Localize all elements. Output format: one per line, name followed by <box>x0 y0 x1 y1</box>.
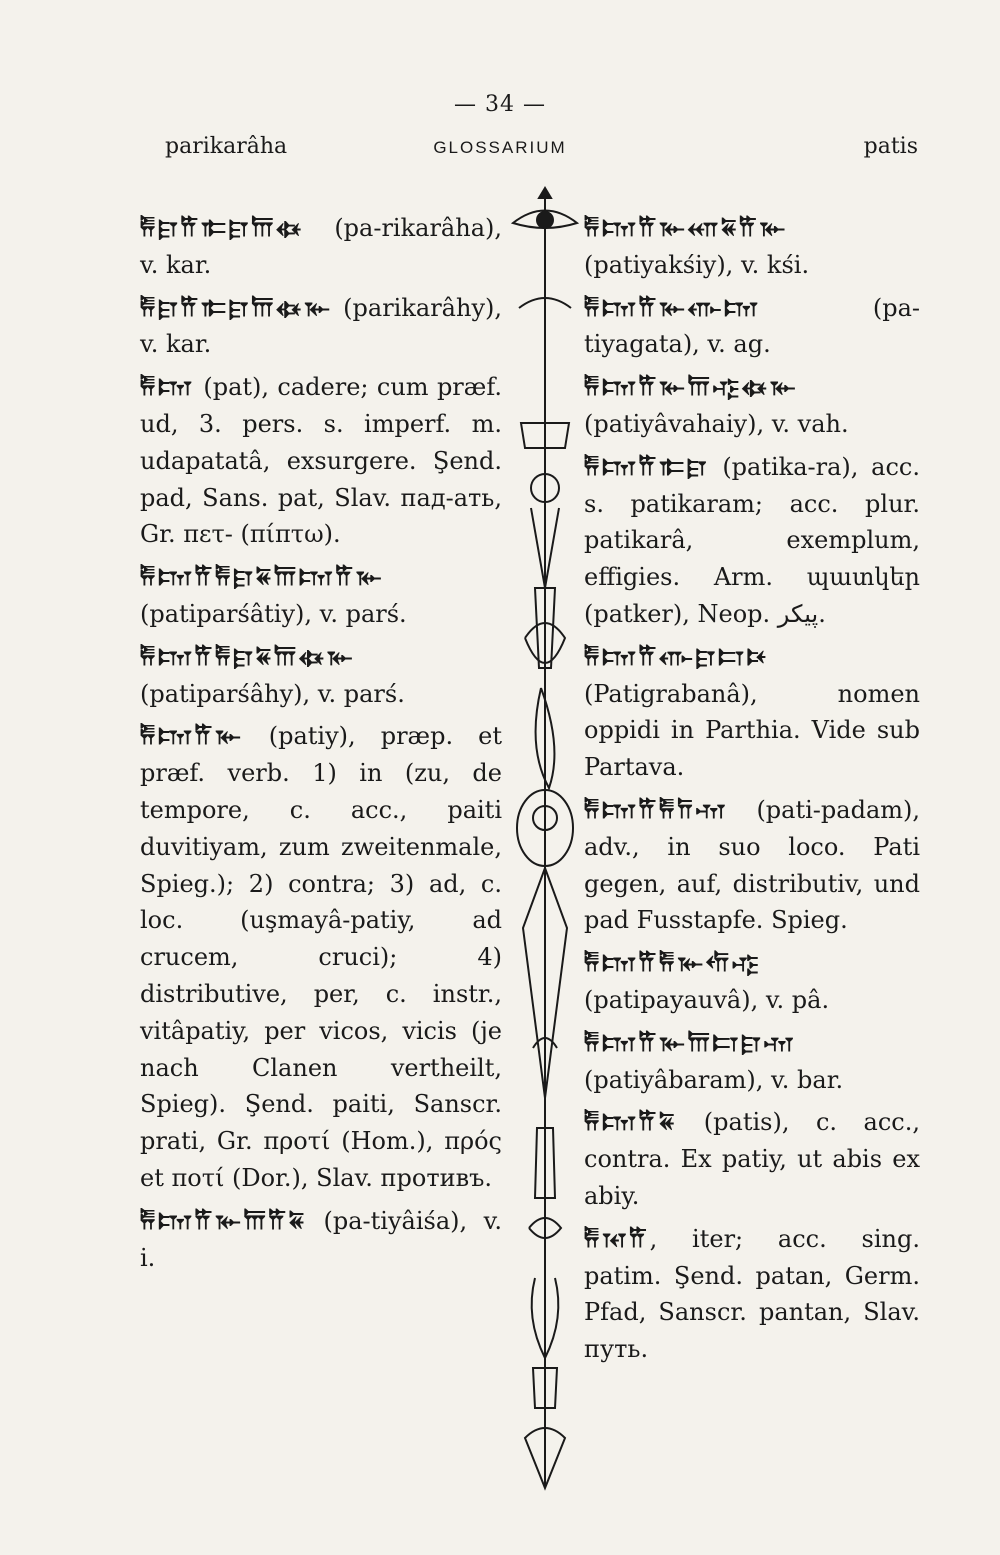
cuneiform-word: 𐎱𐎫𐎡𐎱𐎭𐎶 <box>584 794 729 824</box>
entry-text: (pa-tiyagata), v. ag. <box>584 293 920 359</box>
glossary-entry <box>584 210 920 284</box>
cuneiform-word: 𐎱𐎫𐎡𐎱𐎼𐏁𐎠𐏃𐎹 <box>140 641 356 671</box>
entry-text: (patiyâbaram), v. bar. <box>584 1065 844 1094</box>
entry-text: (patika-ra), acc. s. patikaram; acc. plur. patikarâ, exemplum, effigies. Arm. պատկեր (patker), Neop. پیکر. <box>584 452 920 628</box>
cuneiform-word: 𐎱𐎫𐎡𐎹𐎧𐏁𐎡𐎹 <box>584 213 789 242</box>
cuneiform-word: 𐎱𐎰𐎡 <box>584 1223 650 1253</box>
running-header <box>0 128 1000 168</box>
entry-text: (patiyâvahaiy), v. vah. <box>584 409 849 438</box>
cuneiform-word: 𐎱𐎫𐎡𐎱𐎼𐏁𐎠𐎫𐎡𐎹 <box>140 562 385 592</box>
glossary-entry <box>140 1203 502 1277</box>
glossary-entry <box>584 792 920 939</box>
glossary-entry <box>584 449 920 633</box>
entry-text: (patis), c. acc., contra. Ex patiy, ut abis ex abiy. <box>584 1108 920 1210</box>
glossary-entry <box>584 945 920 1019</box>
entry-text: (patiyakśiy), v. kśi. <box>584 250 810 279</box>
page-number: — 34 — <box>454 92 546 117</box>
entry-text: (pati-padam), adv., in suo loco. Pati gegen, auf, distributiv, und pad Fusstapfe. Spieg. <box>584 795 920 935</box>
cuneiform-word: 𐎱𐎫𐎡𐎹𐎥𐎫 <box>584 292 761 322</box>
entry-text: (patiparśâhy), v. parś. <box>140 679 405 708</box>
cuneiform-word: 𐎱𐎫𐎡𐎹𐎠𐎲𐎼𐎶 <box>584 1027 797 1057</box>
glossary-entry <box>140 639 502 713</box>
entry-text: (pat), cadere; cum præf. ud, 3. pers. s. imperf. m. udapatatâ, exsurgere. Şend. pad, Sans. pat, Slav. пад-ать, Gr. πετ- (πίπτω). <box>140 373 502 549</box>
glossary-entry <box>140 290 502 364</box>
cuneiform-word: 𐎱𐎼𐎡𐎣𐎼𐎠𐏃𐎹 <box>140 292 333 322</box>
left-column <box>140 210 502 1282</box>
entry-text: (patiparśâtiy), v. parś. <box>140 599 407 628</box>
header-center: GLOSSARIUM <box>433 138 567 157</box>
header-right: patis <box>863 134 918 159</box>
cuneiform-word: 𐎱𐎫𐎡𐎹 <box>140 721 244 751</box>
glossary-entry <box>584 1104 920 1214</box>
glossary-entry <box>584 1221 920 1368</box>
cuneiform-word: 𐎱𐎫𐎡𐏁 <box>584 1107 678 1137</box>
entry-text: (pa-tiyâiśa), v. i. <box>140 1206 502 1272</box>
glossary-entry <box>140 210 502 284</box>
header-left: parikarâha <box>165 134 288 159</box>
entry-text: (parikarâhy), v. kar. <box>140 293 502 359</box>
entry-text: , iter; acc. sing. patim. Şend. patan, Germ. Pfad, Sanscr. pantan, Slav. путь. <box>584 1224 920 1364</box>
entry-text: (pa-rikarâha), v. kar. <box>140 214 502 279</box>
cuneiform-word: 𐎱𐎫𐎡𐎣𐎼 <box>584 451 710 481</box>
cuneiform-word: 𐎱𐎫𐎡𐎱𐎹𐎢𐎺 <box>584 948 762 978</box>
ornamental-column-illustration <box>505 168 585 1498</box>
cuneiform-word: 𐎱𐎫 <box>140 372 195 402</box>
glossary-entry <box>584 290 920 364</box>
entry-text: (patipayauvâ), v. pâ. <box>584 985 830 1014</box>
entry-text: (patiy), præp. et præf. verb. 1) in (zu, de tempore, c. acc., paiti duvitiyam, zum zweitenmale, Spieg.); 2) contra; 3) ad, c. loc. (uşmayâ-patiy, ad crucem, cruci); 4) distributive, per, c. instr., vitâpatiy, per vicos, vicis (je nach Clanen vertheilt, Spieg). Şend. paiti, Sanscr. prati, Gr. προτί (Hom.), πρός et ποτί (Dor.), Slav. противъ. <box>140 722 502 1192</box>
cuneiform-word: 𐎱𐎼𐎡𐎣𐎼𐎠𐏃 <box>140 213 305 242</box>
glossary-entry <box>140 559 502 633</box>
glossary-entry <box>584 639 920 786</box>
cuneiform-word: 𐎱𐎫𐎡𐎹𐎠𐎺𐏃𐎹 <box>584 372 799 402</box>
cuneiform-word: 𐎱𐎫𐎡𐎥𐎼𐎲𐎴 <box>584 641 770 671</box>
right-column <box>584 210 920 1374</box>
glossary-entry <box>584 1025 920 1099</box>
glossary-entry <box>584 369 920 443</box>
entry-text: (Patigrabanâ), nomen oppidi in Parthia. Vide sub Partava. <box>584 679 920 782</box>
glossary-entry <box>140 718 502 1196</box>
cuneiform-word: 𐎱𐎫𐎡𐎹𐎠𐎡𐏁 <box>140 1205 307 1235</box>
glossary-entry <box>140 369 502 553</box>
